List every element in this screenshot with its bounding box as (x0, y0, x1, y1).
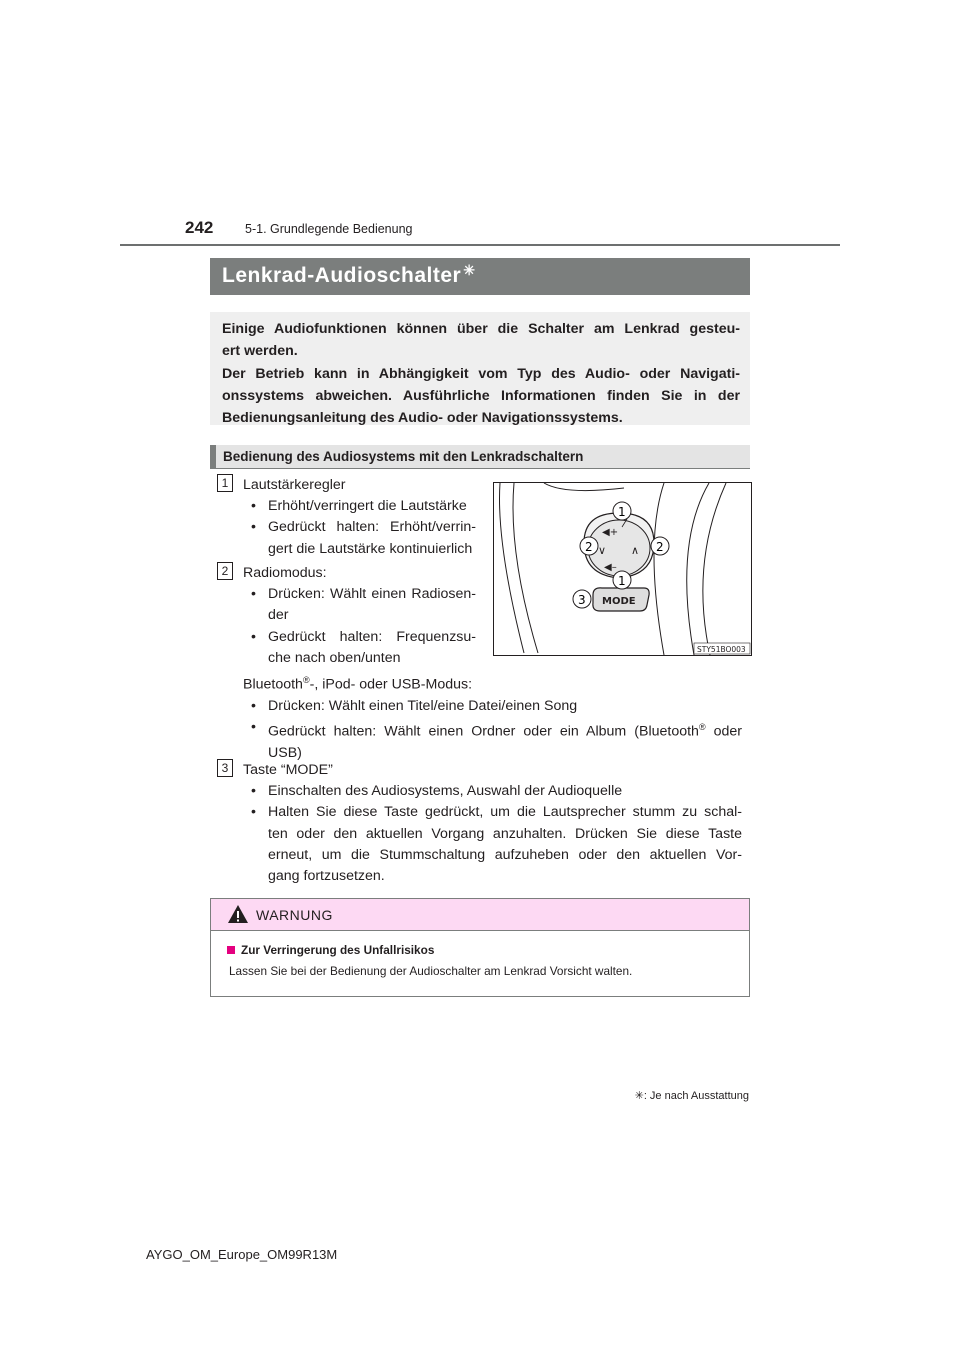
callout-label: 3 (578, 593, 586, 607)
bullet: • Einschalten des Audiosystems, Auswahl der Audioquelle (251, 783, 623, 799)
intro-line: Der Betrieb kann in Abhängigkeit vom Typ des Audio- oder Navigati- (222, 365, 740, 382)
bullet: • Drücken: Wählt einen Titel/eine Datei/einen Song (251, 697, 578, 714)
warning-square-icon (227, 946, 235, 954)
section-breadcrumb: 5-1. Grundlegende Bedienung (245, 222, 413, 236)
warning-triangle-icon (227, 904, 249, 924)
footnote: ✳: Je nach Ausstattung (634, 1090, 749, 1102)
callout-number-1: 1 (217, 474, 233, 492)
intro-line: Einige Audiofunktionen können über die Schalter am Lenkrad gesteu- (222, 321, 740, 337)
subheading: Bedienung des Audiosystems mit den Lenkradschaltern (223, 449, 584, 464)
intro-line: onssystems abweichen. Ausführliche Informationen finden Sie in der (222, 387, 740, 404)
volume-up-icon: ◀+ (602, 527, 619, 538)
wheel-spoke-line (544, 483, 624, 491)
bullet-continuation: che nach oben/unten (268, 649, 401, 666)
item-title: Lautstärkeregler (243, 477, 346, 493)
callout-label: 2 (656, 540, 664, 554)
warning-header (211, 899, 749, 931)
bullet: • Gedrückt halten: Frequenzsu- (251, 628, 476, 645)
bullet-continuation: gert die Lautstärke kontinuierlich (268, 540, 473, 557)
item-title: Bluetooth®-, iPod- oder USB-Modus: (243, 675, 473, 693)
wheel-rim-line (513, 483, 538, 653)
item-bluetooth-mode (243, 670, 750, 764)
callout-label: 2 (585, 540, 593, 554)
warning-title: Zur Verringerung des Unfallrisikos (241, 943, 435, 957)
figure-code: STY51BO003 (697, 645, 746, 654)
warning-text: Lassen Sie bei der Bedienung der Audioschalter am Lenkrad Vorsicht walten. (229, 964, 633, 978)
intro-line: ert werden. (222, 343, 298, 360)
footnote-marker: ✳ (634, 1090, 644, 1102)
warning-box (210, 898, 750, 997)
intro-box (210, 312, 750, 425)
subheading-accent (210, 445, 216, 469)
steering-wheel-illustration (494, 483, 751, 655)
optional-equipment-marker: ✳ (463, 262, 476, 278)
subheading-bar (210, 445, 750, 469)
header-rule (120, 244, 840, 246)
bullet: • Erhöht/verringert die Lautstärke (251, 498, 467, 514)
wheel-rim-line (703, 483, 726, 655)
intro-line: Bedienungsanleitung des Audio- oder Navigationssystems. (222, 410, 623, 427)
seek-down-icon: ∨ (598, 544, 607, 557)
bullet-continuation: ten oder den aktuellen Vorgang anzuhalten. Drücken Sie diese Taste (268, 825, 742, 842)
mode-button-label: MODE (602, 596, 636, 607)
bullet: • Gedrückt halten: Erhöht/verrin- (251, 519, 476, 536)
document-code-footer: AYGO_OM_Europe_OM99R13M (146, 1247, 338, 1262)
seek-up-icon: ∧ (631, 544, 640, 557)
item-title: Radiomodus: (243, 565, 327, 581)
page-title: Lenkrad-Audioschalter ✳ (222, 262, 476, 287)
item-title: Taste “MODE” (243, 762, 333, 778)
bullet-continuation: erneut, um die Stummschaltung aufzuheben oder den aktuellen Vor- (268, 846, 742, 863)
volume-down-icon: ◀– (604, 562, 617, 573)
bullet: • Halten Sie diese Taste gedrückt, um die Lautsprecher stumm zu schal- (251, 804, 742, 821)
bullet-continuation: der (268, 607, 289, 624)
callout-number-3: 3 (217, 759, 233, 777)
item-mode-button (243, 760, 750, 887)
callout-label: 1 (618, 574, 626, 588)
intro-text (222, 318, 740, 429)
bullet-continuation: USB) (268, 745, 302, 762)
steering-wheel-switch-figure (493, 482, 752, 656)
item-volume (243, 475, 483, 560)
wheel-spoke-line (654, 483, 664, 655)
item-radio-mode (243, 563, 483, 669)
page-number: 242 (185, 218, 214, 237)
callout-label: 1 (618, 505, 626, 519)
title-bar (210, 258, 750, 295)
wheel-rim-line (500, 483, 525, 653)
bullet: • Drücken: Wählt einen Radiosen- (251, 586, 476, 602)
bullet-continuation: gang fortzusetzen. (268, 868, 385, 885)
warning-label: WARNUNG (256, 907, 333, 923)
bullet: • Gedrückt halten: Wählt einen Ordner oder ein Album (Bluetooth® oder (251, 719, 742, 740)
callout-number-2: 2 (217, 562, 233, 580)
